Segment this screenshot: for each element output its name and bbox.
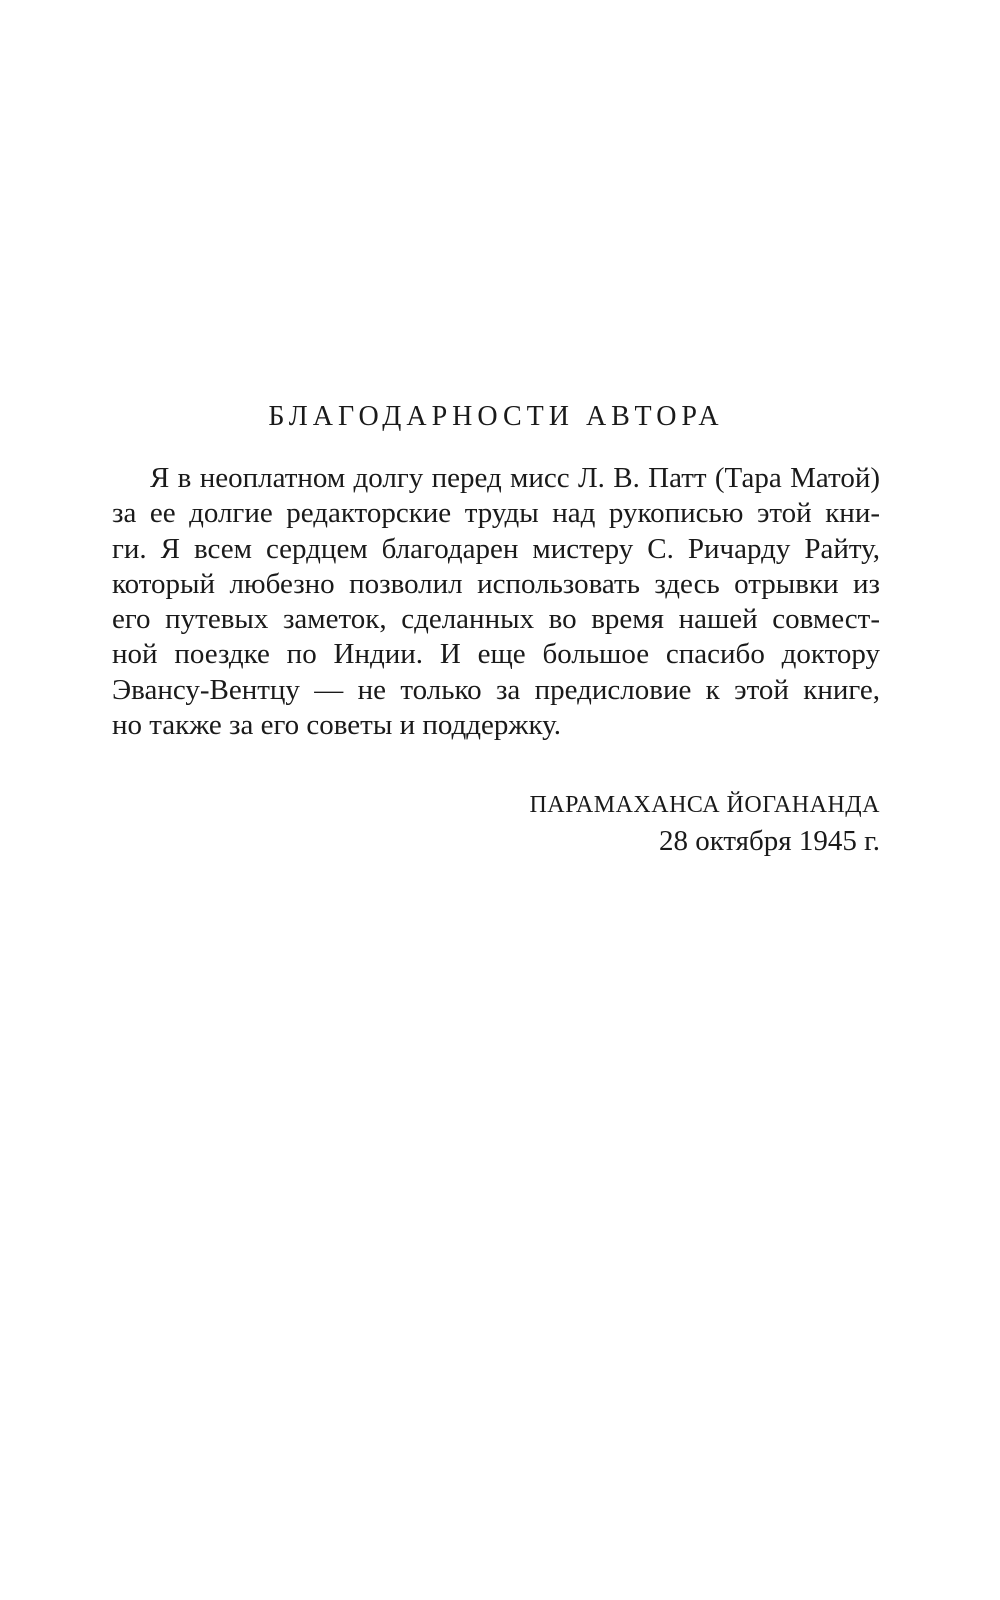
paragraph-line: но также за его советы и поддержку. — [112, 709, 561, 742]
paragraph-line: ги. Я всем сердцем благодарен мистеру С. Ричарду Райту, — [112, 532, 880, 565]
signature-date: 28 октября 1945 г. — [658, 825, 880, 857]
author-name: ПАРАМАХАНСА ЙОГАНАНДА — [529, 792, 880, 818]
acknowledgements-paragraph — [112, 461, 880, 743]
paragraph-line: Я в неоплатном долгу перед мисс Л. В. Патт (Тара Матой) — [150, 462, 880, 494]
paragraph-line: который любезно позволил использовать здесь отрывки из — [112, 567, 880, 600]
page-title: БЛАГОДАРНОСТИ АВТОРА — [268, 401, 724, 432]
paragraph-line: его путевых заметок, сделанных во время нашей совмест- — [112, 603, 880, 636]
paragraph-line: Эвансу-Вентцу — не только за предисловие к этой книге, — [112, 673, 880, 706]
paragraph-line: за ее долгие редакторские труды над рукописью этой кни- — [112, 497, 880, 530]
paragraph-line: ной поездке по Индии. И еще большое спасибо доктору — [112, 638, 880, 671]
author-signature — [112, 788, 880, 860]
